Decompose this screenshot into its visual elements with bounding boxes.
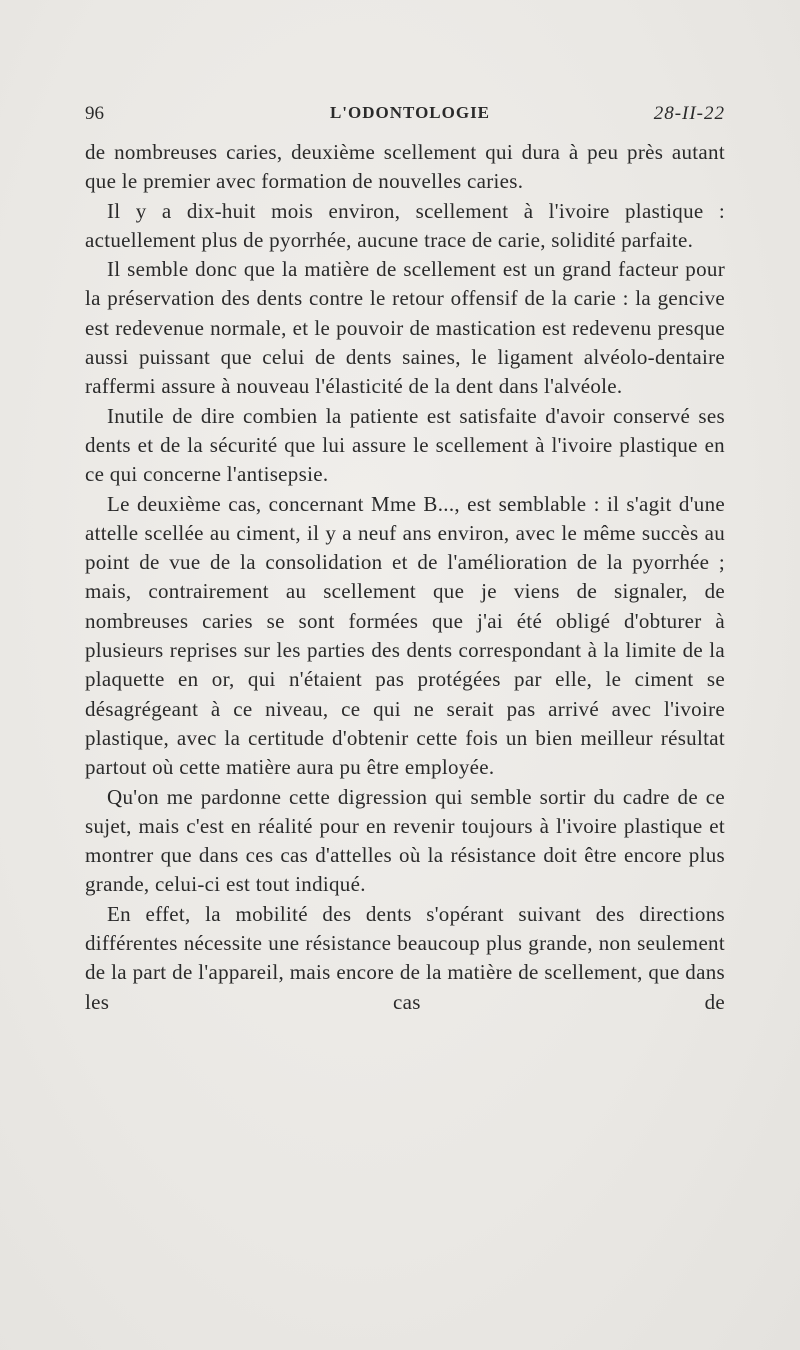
paragraph-3: Il semble donc que la matière de scellement est un grand facteur pour la préservation des dents contre le retour offensif de la carie : la gencive est redevenue normale, et le pouvoir de mastication est redevenu presque aussi puissant que celui de dents saines, le ligament alvéolo-dentaire raffermi assure à nouveau l'élasticité de la dent dans l'alvéole. — [85, 257, 725, 399]
paragraph-5: Le deuxième cas, concernant Mme B..., est semblable : il s'agit d'une attelle scellée au ciment, il y a neuf ans environ, avec le même succès au point de vue de la consolidation et de l'amélioration de la pyorrhée ; mais, contrairement au scellement que je viens de signaler, de nombreuses caries se sont formées que j'ai été obligé d'obturer à plusieurs reprises sur les parties des dents correspondant à la limite de la plaquette en or, qui n'étaient pas protégées par elle, le ciment se désagrégeant à ce niveau, ce qui ne serait pas arrivé avec l'ivoire plastique, avec la certitude d'obtenir cette fois un bien meilleur résultat partout où cette matière aura pu être employée. — [85, 491, 725, 780]
running-title: L'ODONTOLOGIE — [329, 103, 491, 122]
paragraph-4: Inutile de dire combien la patiente est satisfaite d'avoir conservé ses dents et de la sécurité que lui assure le scellement à l'ivoire plastique en ce qui concerne l'antisepsie. — [85, 403, 725, 487]
paragraph-6: Qu'on me pardonne cette digression qui semble sortir du cadre de ce sujet, mais c'est en réalité pour en revenir toujours à l'ivoire plastique et montrer que dans ces cas d'attelles où la résistance doit être encore plus grande, celui-ci est tout indiqué. — [85, 784, 725, 897]
body-text — [85, 138, 725, 1017]
paragraph-2: Il y a dix-huit mois environ, scellement à l'ivoire plastique : actuellement plus de pyorrhée, aucune trace de carie, solidité parfaite. — [85, 198, 725, 252]
issue-date: 28-II-22 — [653, 103, 725, 124]
paragraph-7: En effet, la mobilité des dents s'opérant suivant des directions différentes nécessite une résistance beaucoup plus grande, non seulement de la part de l'appareil, mais encore de la matière de scellement, que dans les cas de — [85, 901, 725, 1014]
paragraph-1: de nombreuses caries, deuxième scellement qui dura à peu près autant que le premier avec formation de nouvelles caries. — [85, 140, 725, 194]
page-number: 96 — [85, 103, 104, 124]
page-header — [85, 103, 725, 131]
